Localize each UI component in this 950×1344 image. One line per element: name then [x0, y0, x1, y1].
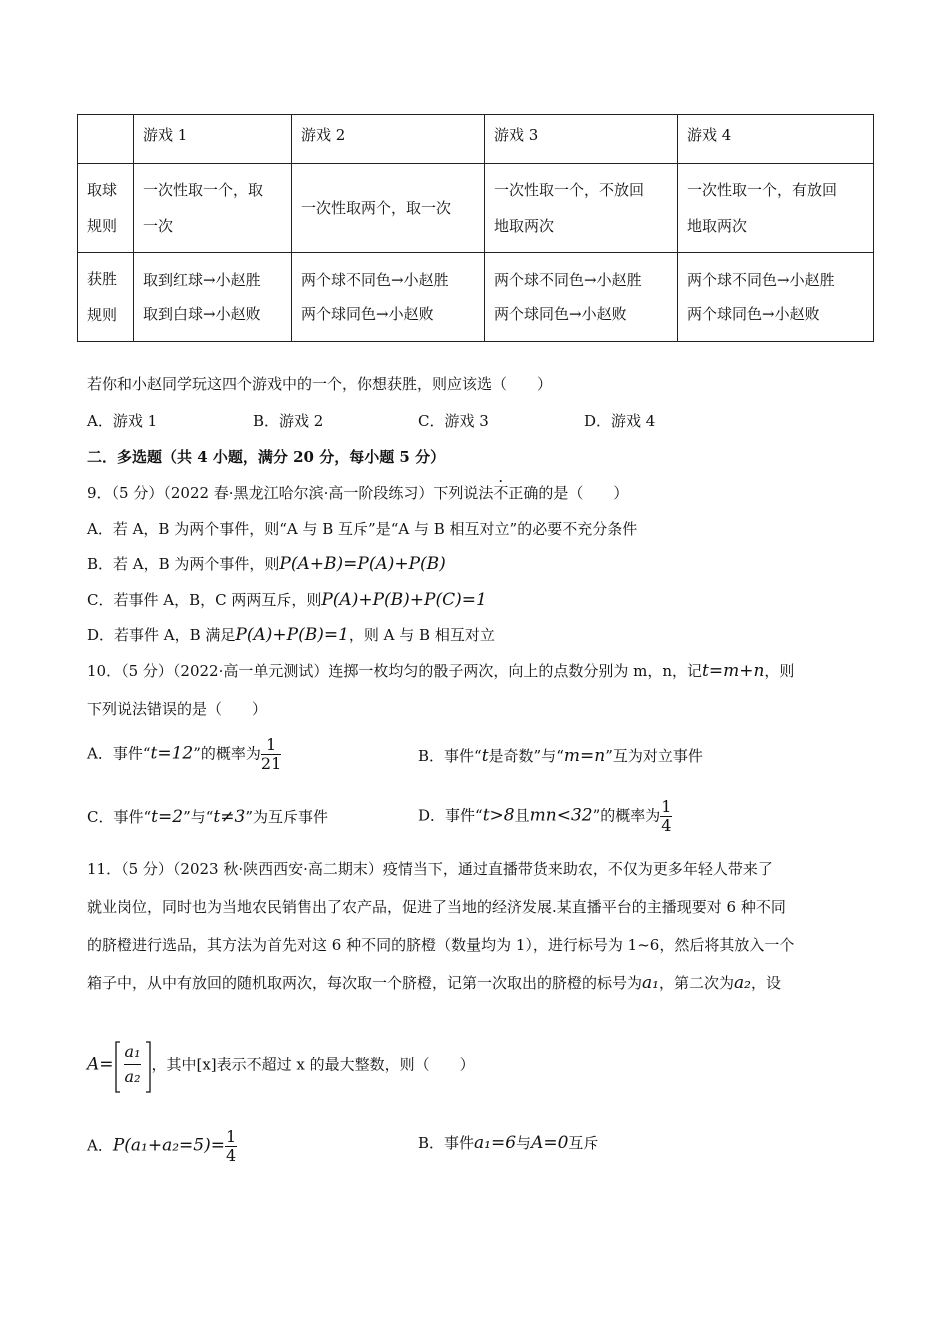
table-cell: 一次性取两个，取一次 — [292, 164, 485, 253]
games-table — [77, 114, 874, 342]
q10-option-d: D．事件“t>8且mn<32”的概率为 $\frac{1}{4}$ — [418, 797, 672, 835]
table-row — [78, 253, 874, 342]
q11-stem-line2: 就业岗位，同时也为当地农民销售出了农产品，促进了当地的经济发展.某直播平台的主播现要对 6 种不同 — [87, 898, 786, 916]
fraction: $\frac{1}{21}$ — [260, 735, 282, 773]
table-cell: 两个球不同色→小赵胜 两个球同色→小赵败 — [485, 253, 678, 342]
q9-option-d: D．若事件 A，B 满足P(A)+P(B)=1，则 A 与 B 相互对立 — [87, 625, 495, 645]
q11-stem-line4: 箱子中，从中有放回的随机取两次，每次取一个脐橙，记第一次取出的脐橙的标号为a₁，第二次为a₂，设 — [87, 973, 781, 993]
table-header-row — [78, 115, 874, 164]
table-cell — [78, 115, 134, 164]
q10-stem-line1: 10．（5 分）（2022·高一单元测试）连掷一枚均匀的骰子两次，向上的点数分别为 m，n，记t=m+n，则 — [87, 661, 795, 681]
row-label: 获胜 规则 — [78, 253, 134, 342]
bracket-icon — [114, 1040, 152, 1094]
section-heading: 二．多选题（共 4 小题，满分 20 分，每小题 5 分） — [87, 448, 446, 466]
table-cell: 取到红球→小赵胜 取到白球→小赵败 — [134, 253, 292, 342]
table-cell: 两个球不同色→小赵胜 两个球同色→小赵败 — [292, 253, 485, 342]
q9-option-b: B．若 A，B 为两个事件，则P(A+B)=P(A)+P(B) — [87, 554, 446, 574]
table-header-cell: 游戏 2 — [292, 115, 485, 164]
table-header-cell: 游戏 1 — [134, 115, 292, 164]
q10-option-b: B．事件“t是奇数”与“m=n”互为对立事件 — [418, 746, 703, 766]
q11-definition: A= $\frac{\text{a₁}}{\text{a₂}}$ ，其中[x]表示不超过 x 的最大整数，则（ ） — [87, 1040, 475, 1089]
row-label: 取球 规则 — [78, 164, 134, 253]
q10-stem-line2: 下列说法错误的是（ ） — [87, 700, 268, 718]
q8-option-b: B．游戏 2 — [253, 412, 324, 430]
q8-stem: 若你和小赵同学玩这四个游戏中的一个，你想获胜，则应该选（ ） — [87, 375, 553, 393]
q9-option-a: A．若 A，B 为两个事件，则“A 与 B 互斥”是“A 与 B 相互对立”的必要不充分条件 — [87, 520, 638, 538]
q10-option-a: A．事件“t=12”的概率为 $\frac{1}{21}$ — [87, 735, 282, 773]
table-row — [78, 164, 874, 253]
table-cell: 一次性取一个，不放回 地取两次 — [485, 164, 678, 253]
table-cell: 一次性取一个，有放回 地取两次 — [678, 164, 874, 253]
q8-option-d: D．游戏 4 — [584, 412, 656, 430]
q8-option-a: A．游戏 1 — [87, 412, 158, 430]
q11-option-a: A．P(a₁+a₂=5)= $\frac{1}{4}$ — [87, 1127, 237, 1165]
fraction: $\frac{1}{4}$ — [661, 797, 672, 835]
table-cell: 一次性取一个，取 一次 — [134, 164, 292, 253]
q11-stem-line1: 11．（5 分）（2023 秋·陕西西安·高二期末）疫情当下，通过直播带货来助农，不仅为更多年轻人带来了 — [87, 860, 773, 878]
q9-option-c: C．若事件 A，B，C 两两互斥，则P(A)+P(B)+P(C)=1 — [87, 590, 487, 610]
emphasis-mark: 不 — [493, 484, 509, 502]
table-header-cell: 游戏 3 — [485, 115, 678, 164]
q9-stem: 9．（5 分）（2022 春·黑龙江哈尔滨·高一阶段练习）下列说法不正确的是（ ） — [87, 484, 629, 502]
q11-option-b: B．事件a₁=6与A=0互斥 — [418, 1133, 599, 1153]
q10-option-c: C．事件“t=2”与“t≠3”为互斥事件 — [87, 807, 328, 827]
q11-stem-line3: 的脐橙进行选品，其方法为首先对这 6 种不同的脐橙（数量均为 1），进行标号为 1~6，然后将其放入一个 — [87, 936, 795, 954]
q8-option-c: C．游戏 3 — [418, 412, 489, 430]
fraction: $\frac{1}{4}$ — [226, 1127, 237, 1165]
table-header-cell: 游戏 4 — [678, 115, 874, 164]
floor-bracket: $\frac{\text{a₁}}{\text{a₂}}$ — [114, 1040, 152, 1089]
table-cell: 两个球不同色→小赵胜 两个球同色→小赵败 — [678, 253, 874, 342]
